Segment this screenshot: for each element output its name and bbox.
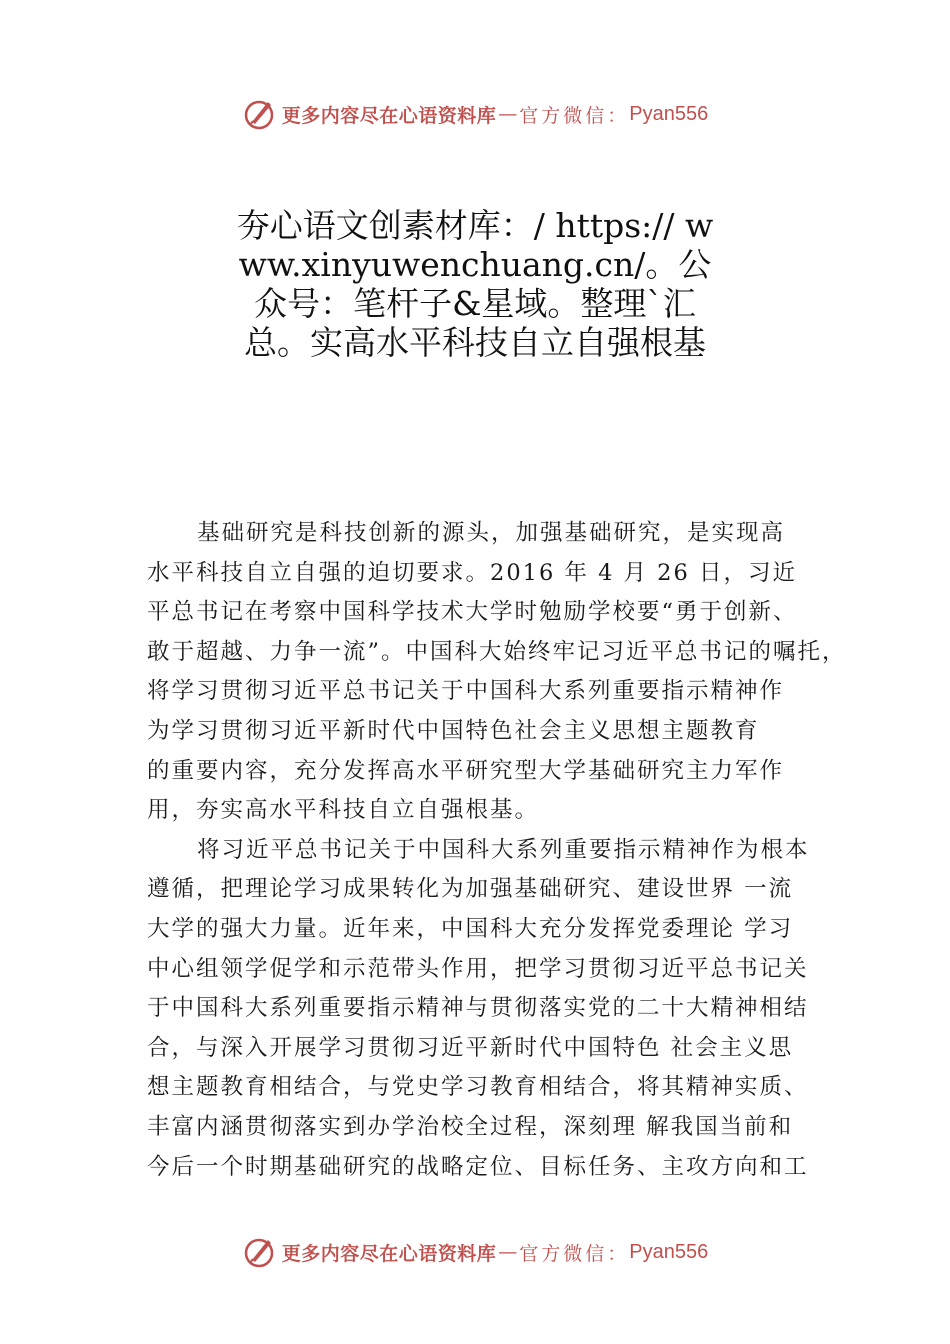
- document-body: [147, 514, 847, 1187]
- text-line: 为学习贯彻习近平新时代中国特色社会主义思想主题教育: [147, 717, 760, 744]
- header-banner: [0, 94, 950, 134]
- text-line: 将习近平总书记关于中国科大系列重要指示精神作为根本: [197, 836, 810, 863]
- paragraph-1: [147, 514, 847, 831]
- text-line: 丰富内涵贯彻落实到办学治校全过程，深刻理 解我国当前和: [147, 1113, 794, 1140]
- banner-wechat-id: Pyan556: [629, 1240, 709, 1263]
- text-line: 合，与深入开展学习贯彻习近平新时代中国特色 社会主义思: [147, 1034, 794, 1061]
- document-title: 夯心语文创素材库：/ https:// www.xinyuwenchuang.cn/。公众号：笔杆子&星域。整理`汇总。实高水平科技自立自强根基: [236, 206, 714, 362]
- text-line: 将学习贯彻习近平总书记关于中国科大系列重要指示精神作: [147, 678, 785, 705]
- text-line: 用，夯实高水平科技自立自强根基。: [147, 797, 540, 824]
- text-line: 于中国科大系列重要指示精神与贯彻落实党的二十大精神相结: [147, 995, 809, 1022]
- banner-dash: —: [498, 103, 518, 125]
- banner-wechat-label: 官方微信：: [519, 1242, 630, 1265]
- text-line: 的重要内容，充分发挥高水平研究型大学基础研究主力军作: [147, 757, 785, 784]
- text-line: 中心组领学促学和示范带头作用，把学习贯彻习近平总书记关: [147, 955, 809, 982]
- banner-wechat-id: Pyan556: [629, 102, 709, 125]
- banner-wechat-label: 官方微信：: [519, 104, 630, 127]
- text-line: 平总书记在考察中国科学技术大学时勉励学校要“勇于创新、: [147, 599, 798, 626]
- quill-seal-icon: [242, 1234, 278, 1270]
- text-line: 敢于超越、力争一流”。中国科大始终牢记习近平总书记的嘱托，: [147, 638, 847, 665]
- text-line: 想主题教育相结合，与党史学习教育相结合，将其精神实质、: [147, 1074, 809, 1101]
- banner-slogan: 更多内容尽在心语资料库: [281, 1242, 497, 1265]
- footer-banner: [0, 1232, 950, 1272]
- banner-slogan: 更多内容尽在心语资料库: [281, 104, 497, 127]
- text-line: 基础研究是科技创新的源头，加强基础研究，是实现高: [197, 520, 786, 546]
- text-line: 遵循，把理论学习成果转化为加强基础研究、建设世界 一流: [147, 876, 794, 903]
- paragraph-2: [147, 831, 837, 1187]
- text-line: 水平科技自立自强的迫切要求。2016 年 4 月 26 日，习近: [147, 559, 797, 586]
- text-line: 今后一个时期基础研究的战略定位、目标任务、主攻方向和工: [147, 1153, 809, 1180]
- banner-dash: —: [498, 1241, 518, 1263]
- quill-seal-icon: [242, 96, 278, 132]
- text-line: 大学的强大力量。近年来，中国科大充分发挥党委理论 学习: [147, 915, 794, 942]
